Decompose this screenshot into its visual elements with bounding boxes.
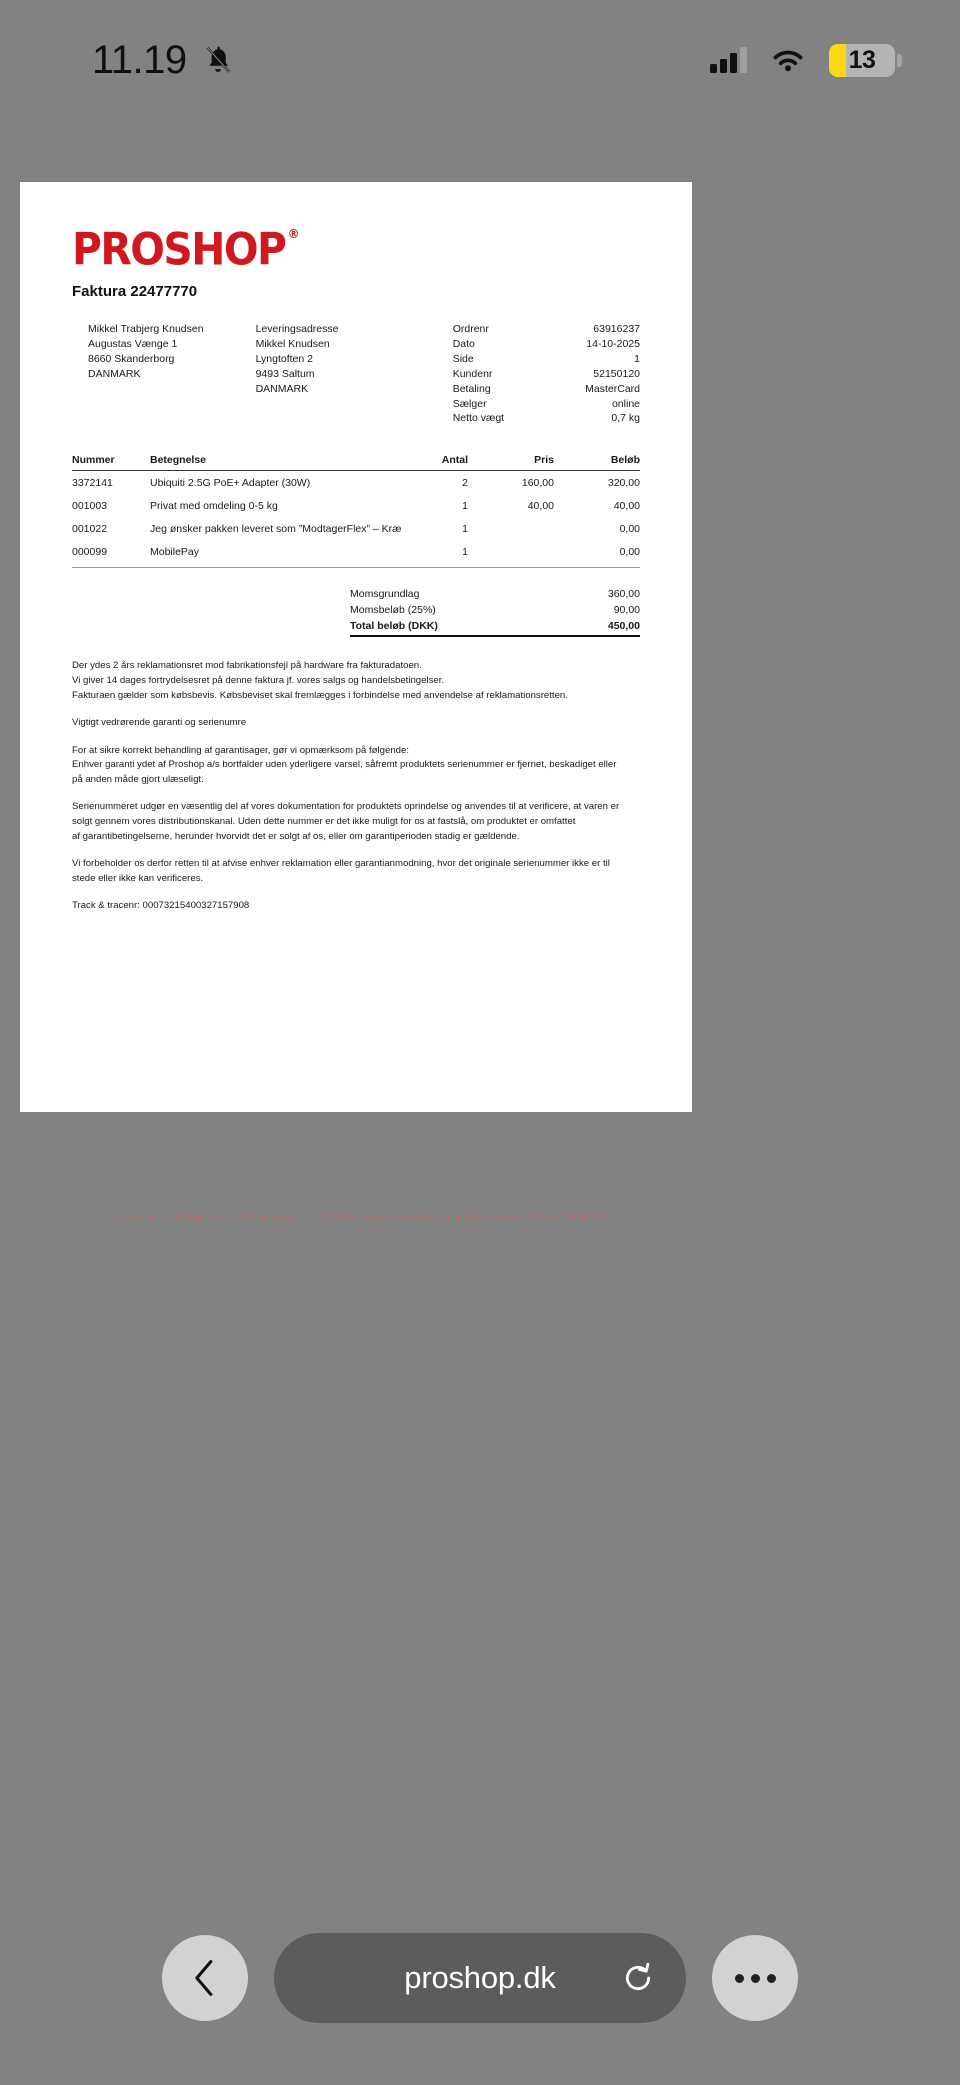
- invoice-document: [20, 182, 692, 1222]
- cell-antal: 1: [462, 546, 468, 559]
- terms-paragraph: Track & tracenr: 00073215400327157908: [72, 900, 250, 912]
- order-meta: [453, 322, 640, 426]
- cell-antal: 1: [462, 500, 468, 513]
- billing-address-line: 8660 Skanderborg: [88, 352, 175, 365]
- header-nummer: Nummer: [72, 454, 150, 471]
- meta-row: [453, 322, 640, 337]
- terms-paragraph: Vigtigt vedrørende garanti og serienumre: [72, 717, 247, 729]
- terms-paragraph: Vi forbeholder os derfor retten til at afvise enhver reklamation eller garantianmodning, hvor det originale serienummer ikke er til stede eller ikke kan verificeres.: [72, 858, 610, 884]
- billing-address-line: Mikkel Trabjerg Knudsen: [88, 323, 204, 335]
- header-betegnelse: Betegnelse: [150, 454, 404, 471]
- document-footer: Proshop a/s - Slet Møllevej 17 - 8270 Højbjerg - Tlf. 70205080 - www.proshop.dk - support@proshop.dk - CVR nr. 18966239: [108, 1212, 604, 1222]
- meta-label: Netto vægt: [452, 412, 505, 425]
- back-chevron-icon: [191, 1958, 219, 1998]
- totals-section: [350, 586, 640, 637]
- billing-address-line: DANMARK: [88, 367, 141, 380]
- address-bar[interactable]: [274, 1933, 686, 2023]
- cell-antal: 1: [462, 523, 468, 536]
- cell-belob: 40,00: [613, 500, 640, 513]
- cell-pris: 40,00: [527, 500, 554, 513]
- meta-row: [453, 382, 640, 397]
- meta-value: 63916237: [593, 323, 640, 335]
- wifi-icon: [769, 46, 807, 74]
- cell-betegnelse: Privat med omdeling 0-5 kg: [150, 500, 278, 513]
- meta-value: MasterCard: [585, 382, 640, 395]
- table-row: [72, 494, 640, 517]
- header-antal: Antal: [404, 454, 468, 471]
- logo-text: PROSHOP: [72, 224, 286, 276]
- registered-mark-icon: ®: [287, 227, 299, 242]
- table-header: [72, 454, 640, 471]
- meta-label: Dato: [452, 337, 475, 350]
- status-clock: 11.19: [92, 37, 187, 82]
- status-bar-left: [92, 38, 235, 83]
- table-bottom-rule: [72, 567, 640, 568]
- meta-label: Kundenr: [452, 367, 493, 380]
- terms-paragraph: For at sikre korrekt behandling af garantisager, gør vi opmærksom på følgende: Enhver garanti ydet af Proshop a/s bortfalder uden yderligere varsel, såfremt produktets serienummer er fjernet, beskadiget eller på anden måde gjort ulæseligt.: [72, 744, 617, 785]
- grand-total-row: [350, 618, 640, 637]
- url-text: proshop.dk: [404, 1960, 556, 1995]
- terms-section: [72, 659, 640, 914]
- table-row: [72, 471, 640, 495]
- cell-pris: [468, 540, 554, 563]
- more-options-button[interactable]: [712, 1935, 798, 2021]
- reload-icon[interactable]: [622, 1962, 654, 1994]
- cell-nummer: 3372141: [72, 477, 113, 490]
- cell-betegnelse: MobilePay: [150, 546, 200, 559]
- billing-address-line: Augustas Vænge 1: [88, 337, 178, 350]
- cell-betegnelse: Ubiquiti 2.5G PoE+ Adapter (30W): [150, 477, 311, 490]
- total-row: [350, 586, 640, 602]
- meta-label: Betaling: [452, 382, 491, 395]
- meta-value: 1: [634, 352, 640, 365]
- meta-row: [453, 397, 640, 412]
- total-value: 360,00: [607, 588, 640, 601]
- total-value: 450,00: [607, 620, 640, 633]
- shipping-address: [256, 322, 453, 426]
- cell-pris: 160,00: [521, 477, 554, 490]
- total-label: Total beløb (DKK): [350, 620, 438, 633]
- shipping-address-line: Leveringsadresse: [255, 323, 339, 335]
- back-button[interactable]: [162, 1935, 248, 2021]
- cell-belob: 0,00: [619, 546, 640, 559]
- address-and-meta: [72, 322, 640, 426]
- cell-belob: 320,00: [607, 477, 640, 490]
- proshop-logo: [72, 224, 640, 276]
- cell-antal: 2: [462, 477, 468, 490]
- table-body: [72, 471, 640, 564]
- meta-row: [453, 411, 640, 426]
- cell-nummer: 001022: [72, 523, 108, 536]
- meta-row: [453, 337, 640, 352]
- battery-level: 13: [848, 45, 876, 74]
- header-pris: Pris: [468, 454, 554, 471]
- header-belob: Beløb: [554, 454, 640, 471]
- total-value: 90,00: [613, 604, 640, 617]
- shipping-address-line: DANMARK: [255, 382, 309, 395]
- cellular-signal-icon: [710, 47, 747, 73]
- invoice-title: Faktura 22477770: [72, 283, 198, 300]
- cell-nummer: 001003: [72, 500, 108, 513]
- battery-indicator: [829, 44, 902, 77]
- meta-row: [453, 352, 640, 367]
- meta-label: Ordrenr: [452, 323, 489, 335]
- table-row: [72, 540, 640, 563]
- meta-label: Sælger: [452, 397, 487, 410]
- shipping-address-line: 9493 Saltum: [255, 367, 315, 380]
- meta-value: 52150120: [593, 367, 640, 380]
- status-bar: [0, 0, 960, 120]
- terms-paragraph: Der ydes 2 års reklamationsret mod fabrikationsfejl på hardware fra fakturadatoen. Vi giver 14 dages fortrydelsesret på denne faktura jf. vores salgs og handelsbetingelser. Fakturaen gælder som købsbevis. Købsbeviset skal fremlægges i forbindelse med anvendelse af reklamationsretten.: [72, 660, 568, 701]
- battery-fill: [829, 44, 846, 77]
- meta-value: 0,7 kg: [611, 412, 640, 425]
- terms-paragraph: Serienummeret udgør en væsentlig del af vores dokumentation for produktets oprindelse og anvendes til at verificere, at varen er solgt gennem vores distributionskanal. Uden dette nummer er det ikke muligt for os at fastslå, om produktet er omfattet af garantibetingelserne, herunder hvorvidt det er solgt af os, eller om garantiperioden stadig er gældende.: [72, 801, 620, 842]
- cell-belob: 0,00: [619, 523, 640, 536]
- total-label: Momsgrundlag: [350, 588, 420, 601]
- browser-toolbar: [0, 1933, 960, 2023]
- meta-label: Side: [452, 352, 474, 365]
- billing-address: [72, 322, 256, 426]
- battery-cap: [897, 54, 902, 67]
- more-dots-icon: [735, 1974, 776, 1983]
- shipping-address-line: Mikkel Knudsen: [255, 337, 330, 350]
- status-bar-right: [710, 44, 902, 77]
- total-label: Momsbeløb (25%): [350, 604, 436, 617]
- battery-icon: [829, 44, 895, 77]
- table-header-row: [72, 454, 640, 471]
- total-row: [350, 602, 640, 618]
- shipping-address-line: Lyngtoften 2: [255, 352, 313, 365]
- cell-betegnelse: Jeg ønsker pakken leveret som ”ModtagerFlex” – Kræ: [150, 523, 402, 536]
- bell-muted-icon: [201, 43, 235, 77]
- table-row: [72, 517, 640, 540]
- meta-value: online: [611, 397, 640, 410]
- cell-pris: [468, 517, 554, 540]
- meta-value: 14-10-2025: [586, 337, 640, 350]
- cell-nummer: 000099: [72, 546, 108, 559]
- meta-row: [453, 367, 640, 382]
- line-items-table: [72, 454, 640, 563]
